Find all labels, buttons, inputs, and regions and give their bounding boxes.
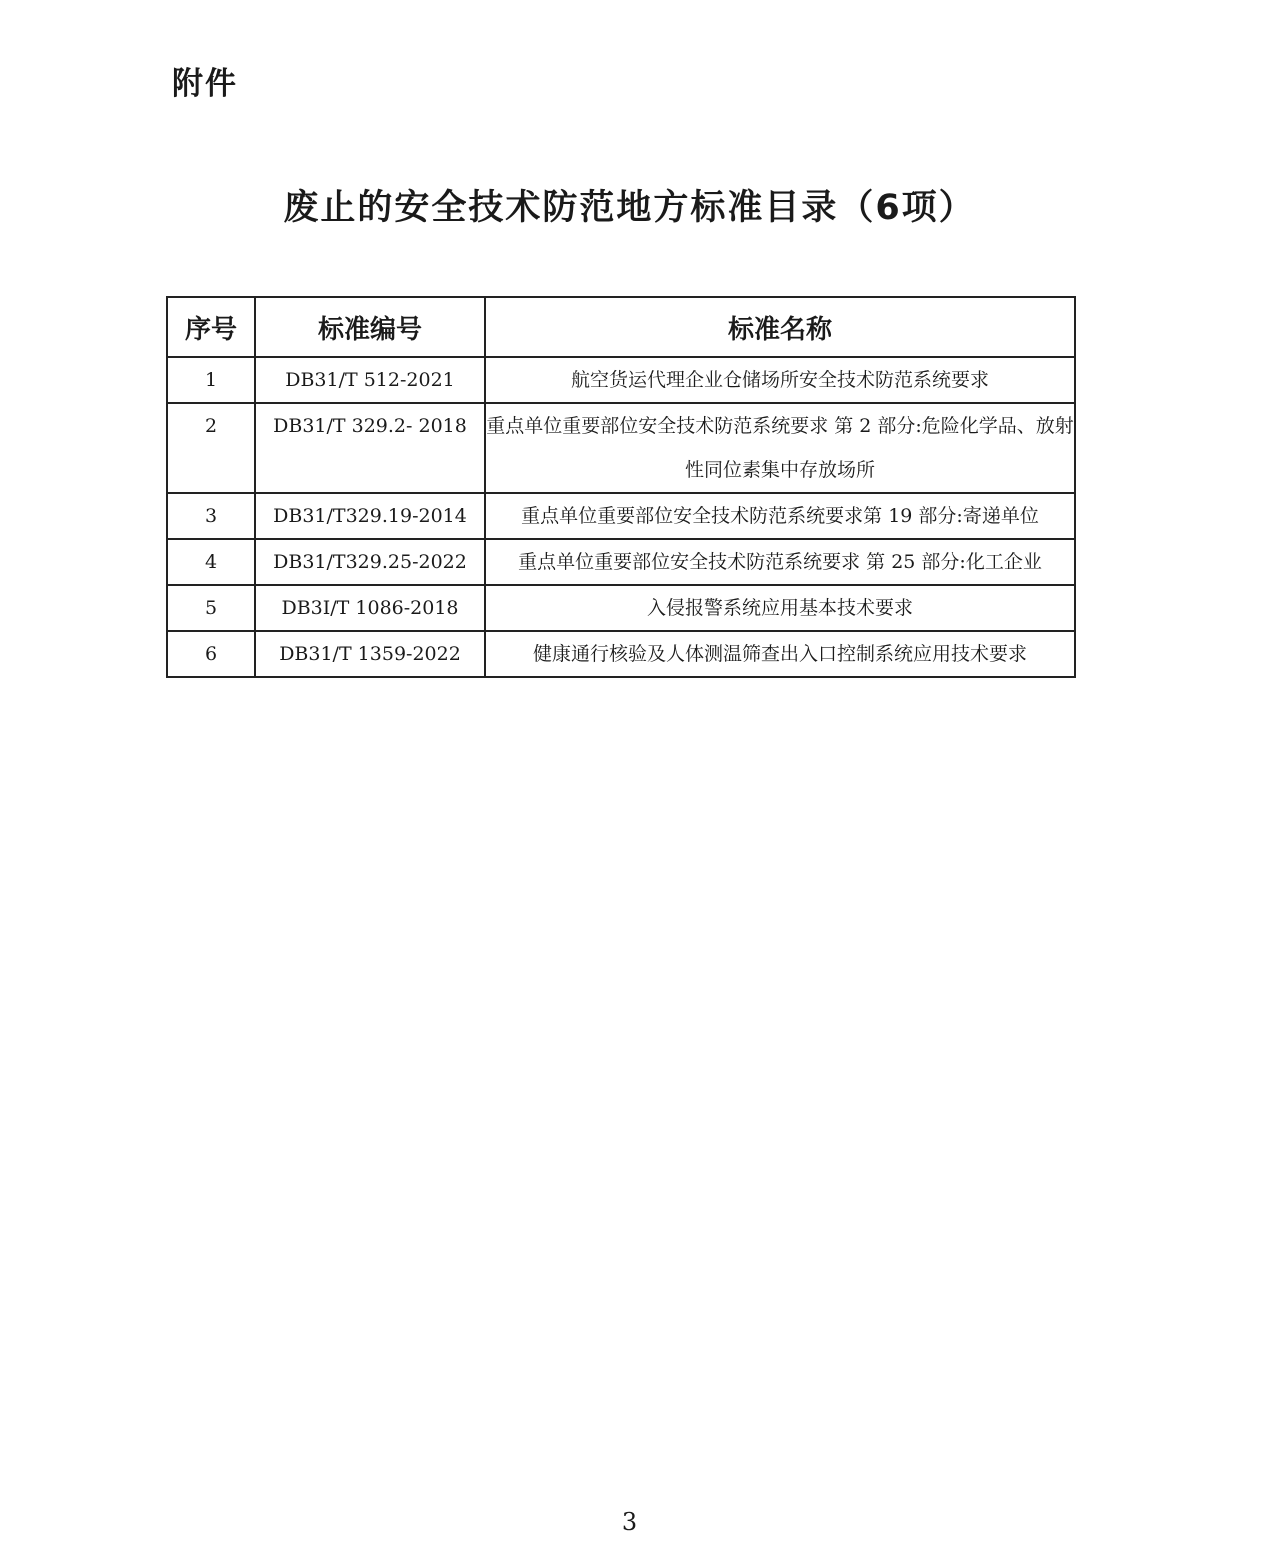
row-name: 重点单位重要部位安全技术防范系统要求 第 2 部分:危险化学品、放射性同位素集中存放场所 bbox=[485, 403, 1075, 493]
row-code: DB31/T329.25-2022 bbox=[255, 539, 485, 585]
row-name: 航空货运代理企业仓储场所安全技术防范系统要求 bbox=[485, 357, 1075, 403]
row-name: 重点单位重要部位安全技术防范系统要求第 19 部分:寄递单位 bbox=[485, 493, 1075, 539]
attachment-label: 附件 bbox=[172, 66, 238, 102]
row-name: 重点单位重要部位安全技术防范系统要求 第 25 部分:化工企业 bbox=[485, 539, 1075, 585]
page-title: 废止的安全技术防范地方标准目录（6项） bbox=[283, 188, 976, 228]
page-number: 3 bbox=[621, 1508, 638, 1536]
row-name: 入侵报警系统应用基本技术要求 bbox=[485, 585, 1075, 631]
table-row bbox=[167, 539, 1075, 585]
row-code: DB31/T 1359-2022 bbox=[255, 631, 485, 677]
row-serial: 5 bbox=[167, 585, 255, 631]
row-serial: 4 bbox=[167, 539, 255, 585]
header-serial: 序号 bbox=[167, 297, 255, 357]
header-code: 标准编号 bbox=[255, 297, 485, 357]
row-code: DB31/T 329.2- 2018 bbox=[255, 403, 485, 493]
row-code: DB31/T 512-2021 bbox=[255, 357, 485, 403]
table-row bbox=[167, 357, 1075, 403]
table-header-row bbox=[167, 297, 1075, 357]
table-row bbox=[167, 403, 1075, 493]
row-code: DB31/T329.19-2014 bbox=[255, 493, 485, 539]
table-row bbox=[167, 493, 1075, 539]
table-row bbox=[167, 585, 1075, 631]
row-code: DB3I/T 1086-2018 bbox=[255, 585, 485, 631]
row-name: 健康通行核验及人体测温筛查出入口控制系统应用技术要求 bbox=[485, 631, 1075, 677]
row-serial: 3 bbox=[167, 493, 255, 539]
standards-table bbox=[166, 296, 1076, 678]
row-serial: 6 bbox=[167, 631, 255, 677]
header-name: 标准名称 bbox=[485, 297, 1075, 357]
table-row bbox=[167, 631, 1075, 677]
row-serial: 1 bbox=[167, 357, 255, 403]
row-serial: 2 bbox=[167, 403, 255, 493]
